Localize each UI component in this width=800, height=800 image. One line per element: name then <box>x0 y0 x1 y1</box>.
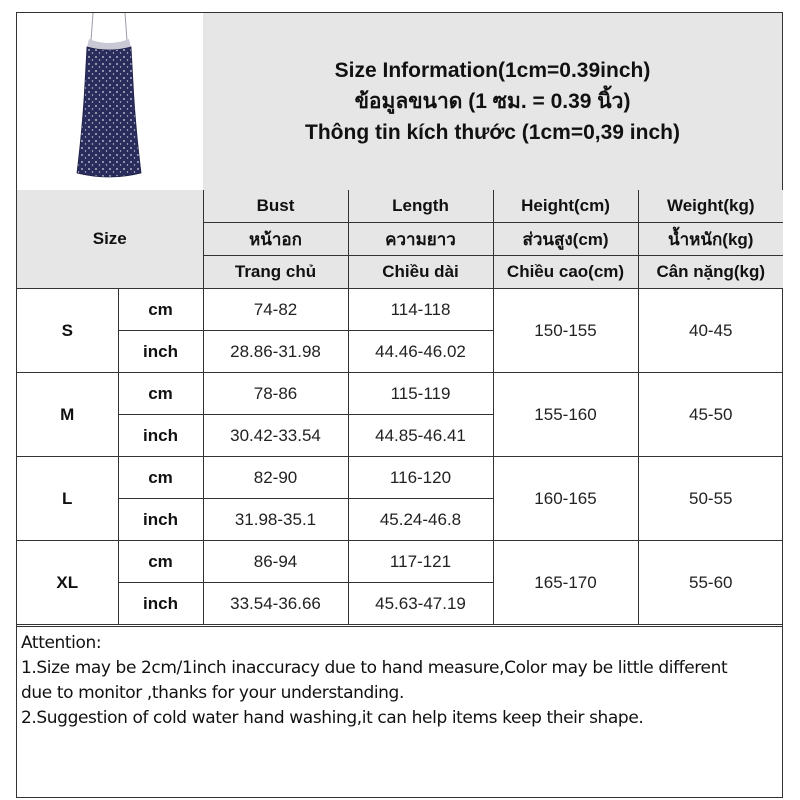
length-header-th: ความยาว <box>348 223 493 256</box>
weight-header-vi: Cân nặng(kg) <box>638 256 783 289</box>
title-thai: ข้อมูลขนาด (1 ซม. = 0.39 นิ้ว) <box>354 90 631 113</box>
length-cm: 117-121 <box>348 541 493 583</box>
bust-cm: 78-86 <box>203 373 348 415</box>
bust-inch: 30.42-33.54 <box>203 415 348 457</box>
length-inch: 44.85-46.41 <box>348 415 493 457</box>
unit-inch: inch <box>118 499 203 541</box>
table-row <box>17 541 783 583</box>
attention-note-2: 2.Suggestion of cold water hand washing,it can help items keep their shape. <box>21 708 644 728</box>
table-row <box>17 373 783 415</box>
bust-cm: 74-82 <box>203 289 348 331</box>
unit-cm: cm <box>118 457 203 499</box>
table-row <box>17 457 783 499</box>
attention-note-1: 1.Size may be 2cm/1inch inaccuracy due to hand measure,Color may be little different <box>21 658 728 678</box>
weight-header-th: น้ำหนัก(kg) <box>638 223 783 256</box>
length-inch: 45.63-47.19 <box>348 583 493 625</box>
length-cm: 114-118 <box>348 289 493 331</box>
size-table <box>17 190 783 625</box>
weight-value: 45-50 <box>638 373 783 457</box>
height-header-th: ส่วนสูง(cm) <box>493 223 638 256</box>
product-image <box>17 13 204 191</box>
bust-cm: 86-94 <box>203 541 348 583</box>
length-cm: 116-120 <box>348 457 493 499</box>
bust-cm: 82-90 <box>203 457 348 499</box>
unit-inch: inch <box>118 583 203 625</box>
dress-icon <box>17 13 203 190</box>
unit-cm: cm <box>118 373 203 415</box>
length-inch: 44.46-46.02 <box>348 331 493 373</box>
height-header-vi: Chiều cao(cm) <box>493 256 638 289</box>
size-label: XL <box>17 541 118 625</box>
bust-header-th: หน้าอก <box>203 223 348 256</box>
bust-inch: 28.86-31.98 <box>203 331 348 373</box>
length-cm: 115-119 <box>348 373 493 415</box>
length-header-en: Length <box>348 190 493 223</box>
unit-cm: cm <box>118 289 203 331</box>
unit-cm: cm <box>118 541 203 583</box>
attention-notes <box>17 626 782 797</box>
bust-inch: 33.54-36.66 <box>203 583 348 625</box>
title-vietnamese: Thông tin kích thước (1cm=0,39 inch) <box>305 121 680 144</box>
height-header-en: Height(cm) <box>493 190 638 223</box>
weight-value: 40-45 <box>638 289 783 373</box>
unit-inch: inch <box>118 415 203 457</box>
height-value: 155-160 <box>493 373 638 457</box>
size-information-header <box>203 13 782 191</box>
weight-value: 55-60 <box>638 541 783 625</box>
height-value: 150-155 <box>493 289 638 373</box>
attention-note-1-continued: due to monitor ,thanks for your understanding. <box>21 683 404 703</box>
size-label: S <box>17 289 118 373</box>
bust-header-vi: Trang chủ <box>203 256 348 289</box>
size-label: M <box>17 373 118 457</box>
unit-inch: inch <box>118 331 203 373</box>
length-header-vi: Chiều dài <box>348 256 493 289</box>
height-value: 160-165 <box>493 457 638 541</box>
height-value: 165-170 <box>493 541 638 625</box>
attention-heading: Attention: <box>21 633 102 653</box>
bust-inch: 31.98-35.1 <box>203 499 348 541</box>
size-label: L <box>17 457 118 541</box>
weight-header-en: Weight(kg) <box>638 190 783 223</box>
size-column-header: Size <box>17 190 203 289</box>
title-english: Size Information(1cm=0.39inch) <box>334 59 651 82</box>
weight-value: 50-55 <box>638 457 783 541</box>
bust-header-en: Bust <box>203 190 348 223</box>
table-row <box>17 289 783 331</box>
size-chart-sheet <box>16 12 783 798</box>
length-inch: 45.24-46.8 <box>348 499 493 541</box>
